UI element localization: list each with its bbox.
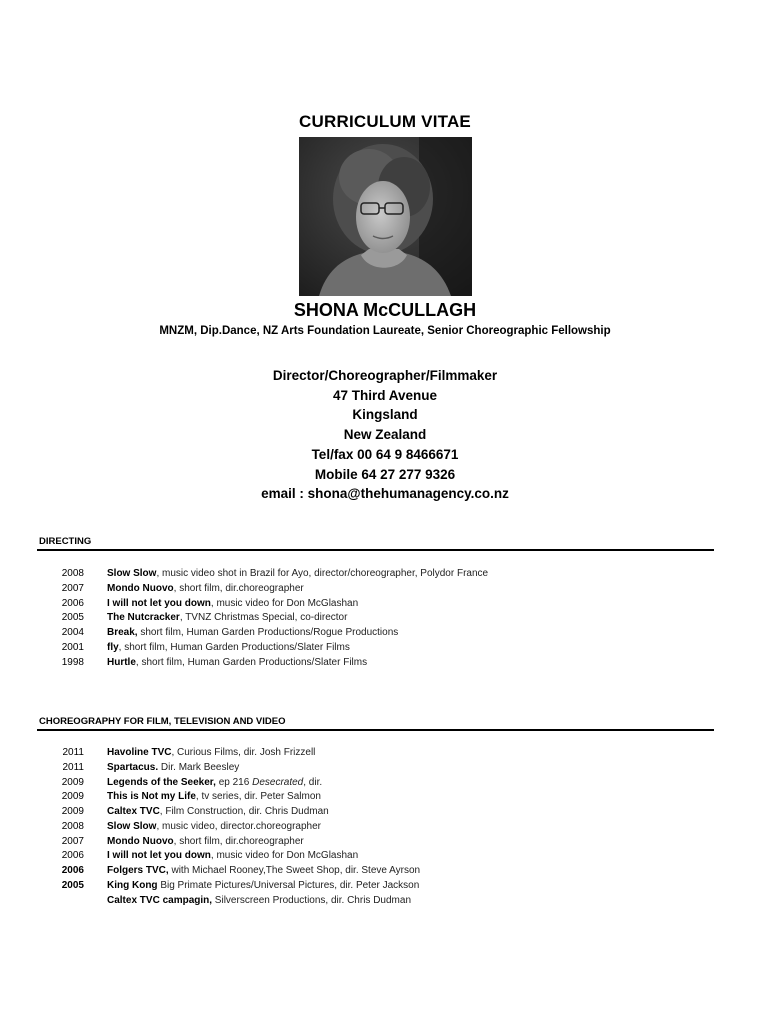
entry-title: Hurtle	[107, 656, 136, 668]
portrait-photo	[299, 137, 472, 296]
entry-details: , short film, dir.choreographer	[173, 582, 304, 594]
choreography-list	[0, 746, 770, 908]
entry-title: Mondo Nuovo	[107, 582, 174, 594]
entry-title: I will not let you down	[107, 850, 211, 862]
entry-year: 2009	[61, 806, 84, 817]
list-item	[0, 656, 770, 671]
entry-title: Folgers TVC,	[107, 865, 169, 876]
person-name: SHONA McCULLAGH	[293, 300, 477, 320]
entry-title: Caltex TVC campagin,	[107, 894, 213, 906]
entry-details: , Curious Films, dir. Josh Frizzell	[171, 747, 316, 758]
entry-details: , music video for Don McGlashan	[210, 597, 359, 609]
entry-year: 1998	[61, 656, 84, 668]
entry-details: ep 216	[215, 776, 253, 788]
entry-year: 2007	[61, 582, 84, 594]
section-rule	[37, 729, 714, 731]
entry-year: 2009	[61, 791, 84, 803]
entry-year: 2008	[61, 820, 84, 832]
section-heading-choreography: CHOREOGRAPHY FOR FILM, TELEVISION AND VIDEO	[39, 716, 286, 727]
entry-title: Break,	[107, 627, 138, 638]
cv-title: CURRICULUM VITAE	[299, 112, 471, 131]
entry-details: Silverscreen Productions, dir. Chris Dudman	[212, 894, 412, 906]
entry-title: Caltex TVC	[107, 806, 160, 817]
portrait-image	[299, 137, 472, 296]
list-item	[0, 761, 770, 776]
role: Director/Choreographer/Filmmaker	[272, 368, 498, 383]
entry-description	[107, 849, 358, 864]
contact-block	[0, 366, 770, 504]
entry-year: 2008	[61, 568, 84, 579]
entry-description	[107, 790, 321, 805]
entry-year: 2005	[61, 879, 84, 891]
entry-episode-title: Desecrated	[252, 776, 304, 788]
entry-title: Legends of the Seeker,	[107, 776, 216, 788]
entry-details: , short film, dir.choreographer	[173, 835, 304, 847]
entry-year: 2011	[62, 747, 84, 758]
entry-details: , Film Construction, dir. Chris Dudman	[159, 806, 329, 817]
list-item	[0, 611, 770, 626]
entry-title: Havoline TVC	[107, 747, 172, 758]
list-item	[0, 626, 770, 641]
entry-details: , music video shot in Brazil for Ayo, director/choreographer, Polydor France	[156, 568, 489, 579]
entry-details: with Michael Rooney,The Sweet Shop, dir. Steve Ayrson	[168, 865, 421, 876]
entry-year: 2006	[61, 597, 84, 609]
entry-details: short film, Human Garden Productions/Rogue Productions	[137, 627, 399, 638]
telfax: Tel/fax 00 64 9 8466671	[311, 446, 459, 462]
entry-year: 2001	[61, 641, 84, 653]
entry-description	[107, 626, 398, 641]
list-item	[0, 894, 770, 909]
entry-description	[107, 611, 347, 626]
qualifications: MNZM, Dip.Dance, NZ Arts Foundation Laureate, Senior Choreographic Fellowship	[159, 325, 611, 337]
mobile: Mobile 64 27 277 9326	[314, 466, 456, 482]
list-item	[0, 776, 770, 791]
entry-year: 2009	[61, 776, 84, 788]
entry-title: Slow Slow	[107, 568, 157, 579]
list-item	[0, 641, 770, 656]
list-item	[0, 879, 770, 894]
list-item	[0, 849, 770, 864]
entry-title: The Nutcracker	[107, 612, 180, 624]
entry-description	[107, 776, 322, 791]
section-rule	[37, 549, 714, 551]
entry-title: Slow Slow	[107, 820, 157, 832]
list-item	[0, 820, 770, 835]
email[interactable]: email : shona@thehumanagency.co.nz	[261, 486, 509, 502]
entry-details-extra: , dir.	[303, 776, 323, 788]
entry-description	[107, 761, 239, 776]
entry-description	[107, 746, 315, 761]
entry-details: , short film, Human Garden Productions/Slater Films	[118, 641, 350, 653]
list-item	[0, 864, 770, 879]
entry-description	[107, 567, 488, 582]
entry-title: King Kong	[107, 879, 158, 891]
entry-details: , music video, director.choreographer	[156, 820, 321, 832]
entry-year: 2005	[61, 612, 84, 624]
entry-description	[107, 641, 350, 656]
entry-description	[107, 879, 419, 894]
entry-details: Dir. Mark Beesley	[158, 761, 240, 773]
entry-description	[107, 805, 329, 820]
entry-year: 2007	[61, 835, 84, 847]
entry-details: , TVNZ Christmas Special, co-director	[179, 612, 348, 624]
entry-description	[107, 864, 420, 879]
entry-description	[107, 820, 321, 835]
entry-description	[107, 656, 367, 671]
entry-details: , music video for Don McGlashan	[210, 850, 359, 862]
entry-details: , tv series, dir. Peter Salmon	[195, 791, 321, 803]
entry-title: Spartacus.	[107, 761, 159, 773]
entry-details: , short film, Human Garden Productions/Slater Films	[135, 656, 368, 668]
entry-year: 2004	[61, 627, 84, 638]
entry-year: 2011	[62, 761, 84, 773]
entry-details: Big Primate Pictures/Universal Pictures, dir. Peter Jackson	[157, 879, 420, 891]
list-item	[0, 746, 770, 761]
list-item	[0, 835, 770, 850]
entry-description	[107, 582, 304, 597]
entry-year: 2006	[61, 850, 84, 862]
list-item	[0, 582, 770, 597]
list-item	[0, 805, 770, 820]
entry-title: This is Not my Life	[107, 791, 196, 803]
entry-description	[107, 835, 304, 850]
entry-title: I will not let you down	[107, 597, 211, 609]
entry-title: fly	[107, 641, 119, 653]
list-item	[0, 567, 770, 582]
section-heading-directing: DIRECTING	[39, 536, 92, 547]
entry-title: Mondo Nuovo	[107, 835, 174, 847]
address-line-1: 47 Third Avenue	[332, 387, 438, 403]
entry-description	[107, 894, 411, 909]
list-item	[0, 597, 770, 612]
entry-year: 2006	[61, 865, 84, 876]
address-line-2: Kingsland	[352, 407, 418, 423]
list-item	[0, 790, 770, 805]
address-line-3: New Zealand	[343, 427, 427, 443]
directing-list	[0, 567, 770, 670]
entry-description	[107, 597, 358, 612]
